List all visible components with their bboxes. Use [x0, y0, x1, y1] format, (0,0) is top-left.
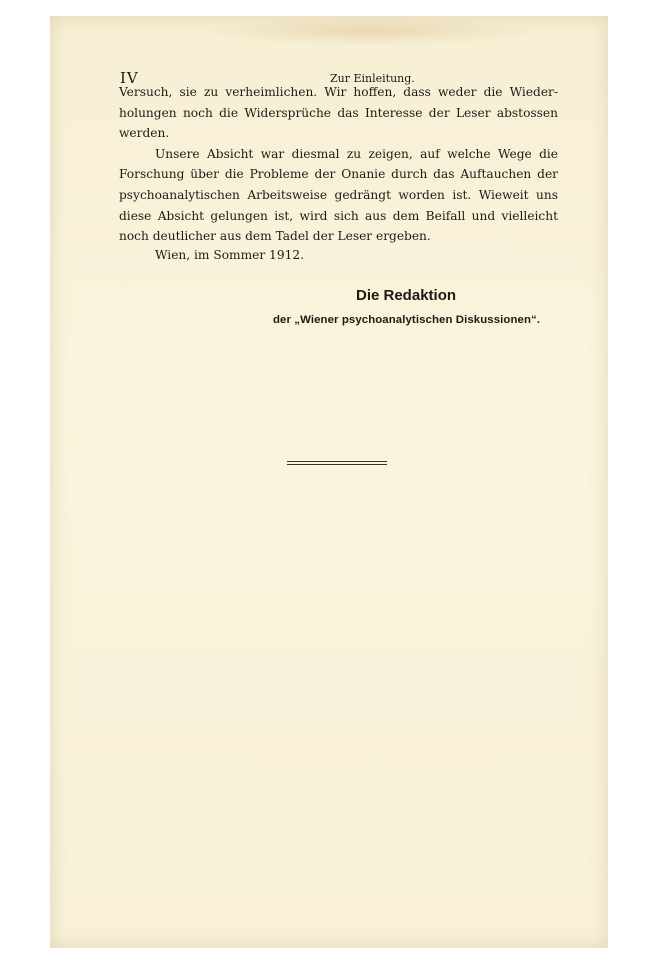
signature-title: Die Redaktion: [356, 287, 457, 304]
text-line: Versuch, sie zu verheimlichen. Wir hoffen, dass weder die Wieder-: [119, 85, 558, 99]
text-line: holungen noch die Widersprüche das Interesse der Leser abstossen: [119, 105, 558, 120]
signature-subtitle: der „Wiener psychoanalytischen Diskussionen“.: [273, 314, 541, 326]
text-line: psychoanalytischen Arbeitsweise gedrängt worden ist. Wieweit uns: [119, 187, 558, 202]
body-text: [119, 82, 558, 247]
text-line: Forschung über die Probleme der Onanie durch das Auftauchen der: [119, 167, 558, 182]
page-number: IV: [120, 69, 139, 87]
text-line: Unsere Absicht war diesmal zu zeigen, auf welche Wege die: [155, 146, 558, 161]
section-rule: [287, 461, 387, 465]
text-line: werden.: [119, 126, 170, 141]
text-line: diese Absicht gelungen ist, wird sich aus dem Beifall und vielleicht: [119, 208, 558, 223]
paper-stain: [200, 16, 540, 46]
text-line: noch deutlicher aus dem Tadel der Leser ergeben.: [119, 229, 431, 244]
running-title: Zur Einleitung.: [330, 72, 415, 85]
dateline: Wien, im Sommer 1912.: [155, 248, 304, 262]
book-page: [50, 16, 608, 948]
